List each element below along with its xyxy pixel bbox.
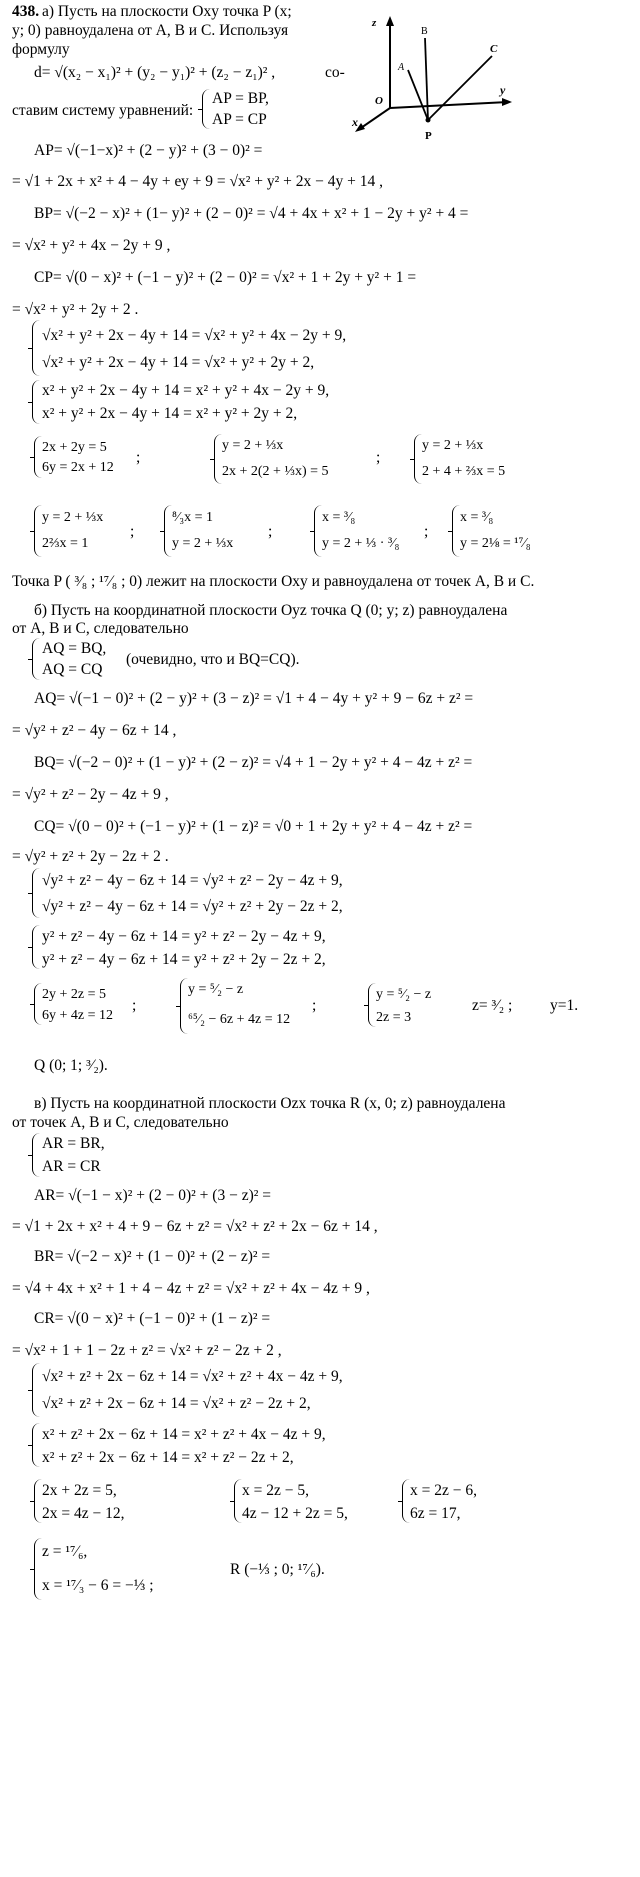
ar-line-2: = √1 + 2x + x² + 4 + 9 − 6z + z² = √x² + z² + 2x − 6z + 14 , [12, 1218, 378, 1235]
part-b-sys1-eq-2: √y² + z² − 4y − 6z + 14 = √y² + z² + 2y − 2z + 2, [42, 898, 343, 915]
formula-tail: со- [325, 64, 345, 81]
s4b-eq-1: ⁸⁄₃x = 1 [172, 510, 213, 525]
bq-line-2: = √y² + z² − 2y − 4z + 9 , [12, 786, 169, 803]
br-line-2: = √4 + 4x + x² + 1 + 4 − 4z + z² = √x² + z² + 4x − 4z + 9 , [12, 1280, 370, 1297]
sys1-eq-2: √x² + y² + 2x − 4y + 14 = √x² + y² + 2y + 2, [42, 354, 315, 371]
s4b-sep: ; [268, 523, 273, 540]
part-b-s3c-eq-1: y = ⁵⁄₂ − z [376, 987, 432, 1002]
part-a-conclusion: Точка P ( ³⁄₈ ; ¹⁷⁄₈ ; 0) лежит на плоскости Oxy и равноудалена от точек A, B и C. [12, 573, 535, 590]
part-b-s3a-eq-2: 6y + 4z = 12 [42, 1008, 114, 1023]
part-c-s3a-eq-2: 2x = 4z − 12, [42, 1505, 125, 1522]
s4a-eq-2: 2⅔x = 1 [42, 536, 89, 551]
s4c-sep: ; [424, 523, 429, 540]
label-y: y [500, 83, 506, 97]
part-c-s3b-eq-1: x = 2z − 5, [242, 1482, 309, 1499]
part-b-s3b-eq-2: ⁶⁵⁄₂ − 6z + 4z = 12 [188, 1012, 291, 1027]
part-b-s3b-sep: ; [312, 997, 317, 1014]
br-line-1: BR= √(−2 − x)² + (1 − 0)² + (2 − z)² = [34, 1248, 271, 1265]
s3c-eq-1: y = 2 + ⅓x [422, 438, 484, 453]
part-c-intro-line-1: в) Пусть на координатной плоскости Ozx точка R (x, 0; z) равноудалена [34, 1095, 506, 1112]
system-brace [202, 89, 211, 129]
cp-line-2: = √x² + y² + 2y + 2 . [12, 301, 139, 318]
sys2-brace [32, 380, 41, 424]
segment-pc [428, 56, 492, 120]
part-b-sys2-eq-2: y² + z² − 4y − 6z + 14 = y² + z² + 2y − 2z + 2, [42, 951, 326, 968]
part-b-s3a-eq-1: 2y + 2z = 5 [42, 987, 107, 1002]
part-b-intro-line-1: б) Пусть на координатной плоскости Oyz точка Q (0; y; z) равноудалена [34, 602, 508, 619]
bp-line-1: BP= √(−2 − x)² + (1− y)² + (2 − 0)² = √4 + 4x + x² + 1 − 2y + y² + 4 = [34, 205, 469, 222]
part-c-sys1-brace [32, 1363, 41, 1417]
label-p: P [425, 130, 432, 142]
sys1-brace [32, 320, 41, 376]
distance-formula: d= √(x₂ − x₁)² + (y₂ − y₁)² + (z₂ − z₁)² , [34, 64, 276, 81]
part-a-intro-line-2: y; 0) равноудалена от A, B и C. Используя [12, 22, 289, 39]
system-lead: ставим систему уравнений: [12, 102, 194, 119]
part-c-system-eq-2: AR = CR [42, 1158, 101, 1175]
part-b-system-brace [32, 638, 41, 680]
s3a-sep: ; [136, 449, 141, 466]
cp-line-1: CP= √(0 − x)² + (−1 − y)² + (2 − 0)² = √x² + 1 + 2y + y² + 1 = [34, 269, 417, 286]
s4b-eq-2: y = 2 + ⅓x [172, 536, 234, 551]
s4a-eq-1: y = 2 + ⅓x [42, 510, 104, 525]
part-b-intro-line-2: от A, B и C, следовательно [12, 620, 189, 637]
aq-line-2: = √y² + z² − 4y − 6z + 14 , [12, 722, 177, 739]
part-b-sys2-eq-1: y² + z² − 4y − 6z + 14 = y² + z² − 2y − 4z + 9, [42, 928, 326, 945]
part-c-s4-eq-2: x = ¹⁷⁄₃ − 6 = −⅓ ; [42, 1577, 154, 1594]
part-c-sys2-eq-1: x² + z² + 2x − 6z + 14 = x² + z² + 4x − 4z + 9, [42, 1426, 326, 1443]
label-c: C [490, 43, 498, 55]
label-a: A [398, 62, 405, 73]
cq-line-1: CQ= √(0 − 0)² + (−1 − y)² + (1 − z)² = √0 + 1 + 2y + y² + 4 − 4z + z² = [34, 818, 473, 835]
system-eq-2: AP = CP [212, 111, 267, 128]
cr-line-2: = √x² + 1 + 1 − 2z + z² = √x² + z² − 2z + 2 , [12, 1342, 282, 1359]
part-c-s3c-eq-1: x = 2z − 6, [410, 1482, 477, 1499]
ar-line-1: AR= √(−1 − x)² + (2 − 0)² + (3 − z)² = [34, 1187, 272, 1204]
s4a-sep: ; [130, 523, 135, 540]
part-b-system-eq-2: AQ = CQ [42, 661, 103, 678]
part-b-sys1-brace [32, 868, 41, 918]
s4c-eq-1: x = ³⁄₈ [322, 510, 356, 525]
part-c-system-eq-1: AR = BR, [42, 1135, 105, 1152]
ap-line-2: = √1 + 2x + x² + 4 − 4y + еу + 9 = √x² + y² + 2x − 4y + 14 , [12, 173, 383, 190]
part-c-sys2-brace [32, 1423, 41, 1467]
part-b-sys2-brace [32, 925, 41, 969]
segment-pb [425, 38, 428, 120]
s3a-eq-2: 6y = 2x + 12 [42, 460, 114, 475]
sys2-eq-2: x² + y² + 2x − 4y + 14 = x² + y² + 2y + 2, [42, 405, 298, 422]
s4c-eq-2: y = 2 + ⅓ · ³⁄₈ [322, 536, 400, 551]
s3b-eq-1: y = 2 + ⅓x [222, 438, 284, 453]
s4d-eq-2: y = 2⅛ = ¹⁷⁄₈ [460, 536, 531, 551]
s3c-eq-2: 2 + 4 + ⅔x = 5 [422, 464, 506, 479]
part-b-s3a-sep: ; [132, 997, 137, 1014]
cr-line-1: CR= √(0 − x)² + (−1 − 0)² + (1 − z)² = [34, 1310, 271, 1327]
part-b-sys1-eq-1: √y² + z² − 4y − 6z + 14 = √y² + z² − 2y − 4z + 9, [42, 872, 343, 889]
part-c-system-brace [32, 1133, 41, 1177]
label-z: z [372, 17, 377, 29]
s4d-eq-1: x = ³⁄₈ [460, 510, 494, 525]
label-b: B [421, 26, 428, 37]
part-c-sys1-eq-1: √x² + z² + 2x − 6z + 14 = √x² + z² + 4x − 4z + 9, [42, 1368, 343, 1385]
part-c-s4-eq-1: z = ¹⁷⁄₆, [42, 1543, 88, 1560]
label-x: x [352, 115, 358, 129]
part-b-z-value: z= ³⁄₂ ; [472, 997, 513, 1014]
aq-line-1: AQ= √(−1 − 0)² + (2 − y)² + (3 − z)² = √1 + 4 − 4y + y² + 9 − 6z + z² = [34, 690, 474, 707]
part-a-intro-line-3: формулу [12, 41, 70, 58]
part-b-answer: Q (0; 1; ³⁄₂). [34, 1057, 108, 1074]
y-axis [390, 102, 508, 108]
bp-line-2: = √x² + y² + 4x − 2y + 9 , [12, 237, 171, 254]
part-c-s3b-eq-2: 4z − 12 + 2z = 5, [242, 1505, 348, 1522]
coordinate-diagram [350, 8, 630, 148]
part-c-s3c-eq-2: 6z = 17, [410, 1505, 461, 1522]
cq-line-2: = √y² + z² + 2y − 2z + 2 . [12, 848, 169, 865]
sys1-eq-1: √x² + y² + 2x − 4y + 14 = √x² + y² + 4x − 2y + 9, [42, 327, 347, 344]
point-p [426, 118, 431, 123]
segment-pa [408, 70, 428, 120]
sys2-eq-1: x² + y² + 2x − 4y + 14 = x² + y² + 4x − 2y + 9, [42, 382, 330, 399]
part-b-y-value: y=1. [550, 997, 579, 1014]
z-arrow [386, 16, 394, 26]
part-b-s3c-eq-2: 2z = 3 [376, 1010, 412, 1025]
part-a-intro-line-1: а) Пусть на плоскости Oxy точка P (x; [42, 3, 292, 20]
part-b-system-eq-1: AQ = BQ, [42, 640, 107, 657]
part-c-s3a-eq-1: 2x + 2z = 5, [42, 1482, 117, 1499]
s3a-eq-1: 2x + 2y = 5 [42, 440, 107, 455]
bq-line-1: BQ= √(−2 − 0)² + (1 − y)² + (2 − z)² = √4 + 1 − 2y + y² + 4 − 4z + z² = [34, 754, 473, 771]
s3b-sep: ; [376, 449, 381, 466]
system-eq-1: AP = BP, [212, 90, 269, 107]
ap-line-1: AP= √(−1−x)² + (2 − y)² + (3 − 0)² = [34, 142, 263, 159]
problem-number: 438. [12, 3, 40, 20]
part-b-system-note: (очевидно, что и BQ=CQ). [126, 651, 300, 668]
part-c-sys1-eq-2: √x² + z² + 2x − 6z + 14 = √x² + z² − 2z + 2, [42, 1395, 311, 1412]
part-c-answer: R (−⅓ ; 0; ¹⁷⁄₆). [230, 1561, 325, 1578]
s3b-eq-2: 2x + 2(2 + ⅓x) = 5 [222, 464, 329, 479]
part-c-sys2-eq-2: x² + z² + 2x − 6z + 14 = x² + z² − 2z + 2, [42, 1449, 294, 1466]
y-arrow [502, 98, 512, 106]
part-c-intro-line-2: от точек A, B и C, следовательно [12, 1114, 229, 1131]
part-b-s3b-eq-1: y = ⁵⁄₂ − z [188, 982, 244, 997]
label-o: O [375, 95, 383, 107]
